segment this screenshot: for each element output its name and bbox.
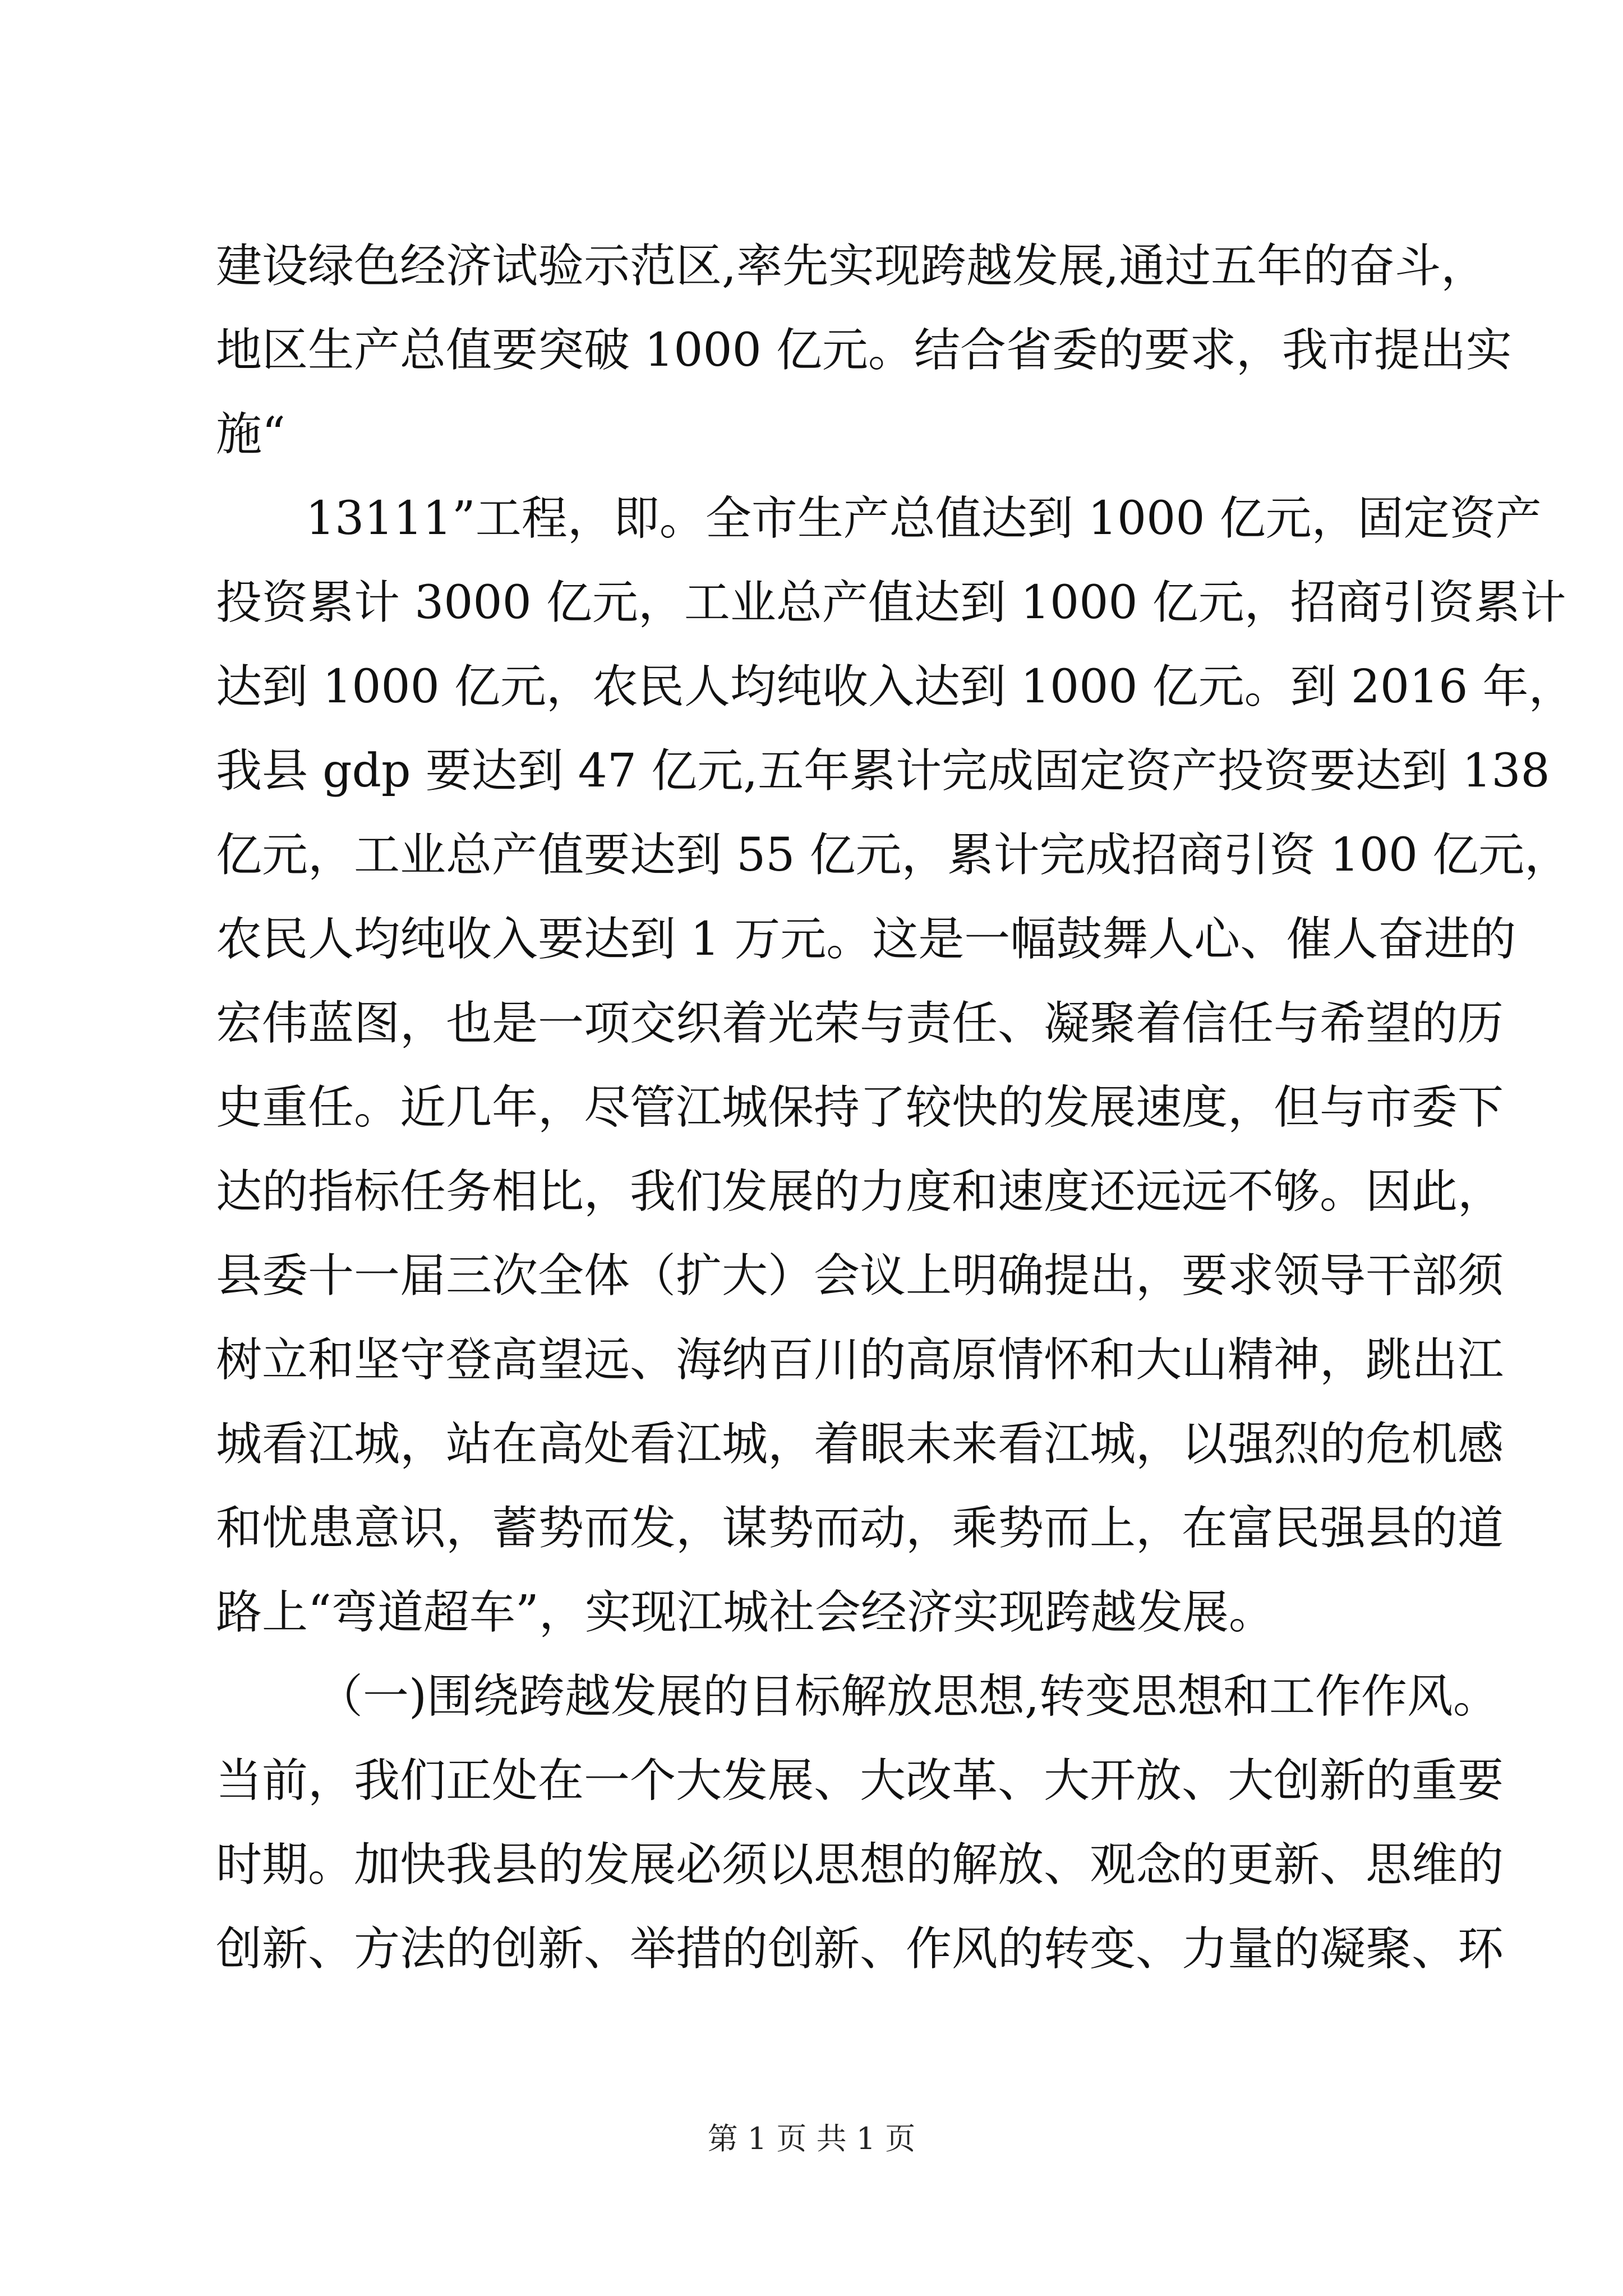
text-line: 达的指标任务相比，我们发展的力度和速度还远远不够。因此， bbox=[216, 1165, 1504, 1218]
text-line: 时期。加快我县的发展必须以思想的解放、观念的更新、思维的 bbox=[216, 1838, 1504, 1892]
text-line: 达到 1000 亿元，农民人均纯收入达到 1000 亿元。到 2016 年， bbox=[216, 660, 1575, 714]
text-line: 史重任。近几年，尽管江城保持了较快的发展速度，但与市委下 bbox=[216, 1081, 1504, 1134]
text-line: 县委十一届三次全体（扩大）会议上明确提出，要求领导干部须 bbox=[216, 1249, 1504, 1303]
text-line: 城看江城，站在高处看江城，着眼未来看江城，以强烈的危机感 bbox=[216, 1418, 1504, 1471]
text-line: 亿元，工业总产值要达到 55 亿元，累计完成招商引资 100 亿元， bbox=[216, 829, 1571, 882]
text-line: 我县 gdp 要达到 47 亿元,五年累计完成固定资产投资要达到 138 bbox=[216, 744, 1550, 798]
text-line: 树立和坚守登高望远、海纳百川的高原情怀和大山精神，跳出江 bbox=[216, 1333, 1504, 1387]
section-heading-line: （一)围绕跨越发展的目标解放思想,转变思想和工作作风。 bbox=[317, 1670, 1500, 1723]
text-line: 施“ bbox=[216, 408, 285, 461]
text-line: 农民人均纯收入要达到 1 万元。这是一幅鼓舞人心、催人奋进的 bbox=[216, 913, 1516, 966]
text-line: 建设绿色经济试验示范区,率先实现跨越发展,通过五年的奋斗， bbox=[216, 240, 1487, 293]
text-line: 和忧患意识，蓄势而发，谋势而动，乘势而上，在富民强县的道 bbox=[216, 1502, 1504, 1555]
text-line: 宏伟蓝图，也是一项交织着光荣与责任、凝聚着信任与希望的历 bbox=[216, 997, 1504, 1050]
page-number-footer: 第 1 页 共 1 页 bbox=[707, 2121, 916, 2156]
text-line: 地区生产总值要突破 1000 亿元。结合省委的要求，我市提出实 bbox=[216, 324, 1512, 377]
text-line: 当前，我们正处在一个大发展、大改革、大开放、大创新的重要 bbox=[216, 1754, 1504, 1807]
text-line: 路上“弯道超车”，实现江城社会经济实现跨越发展。 bbox=[216, 1586, 1275, 1639]
text-line: 投资累计 3000 亿元，工业总产值达到 1000 亿元，招商引资累计 bbox=[216, 576, 1566, 629]
text-line: 创新、方法的创新、举措的创新、作风的转变、力量的凝聚、环 bbox=[216, 1922, 1504, 1976]
text-line: 13111”工程，即。全市生产总值达到 1000 亿元，固定资产 bbox=[306, 492, 1542, 545]
